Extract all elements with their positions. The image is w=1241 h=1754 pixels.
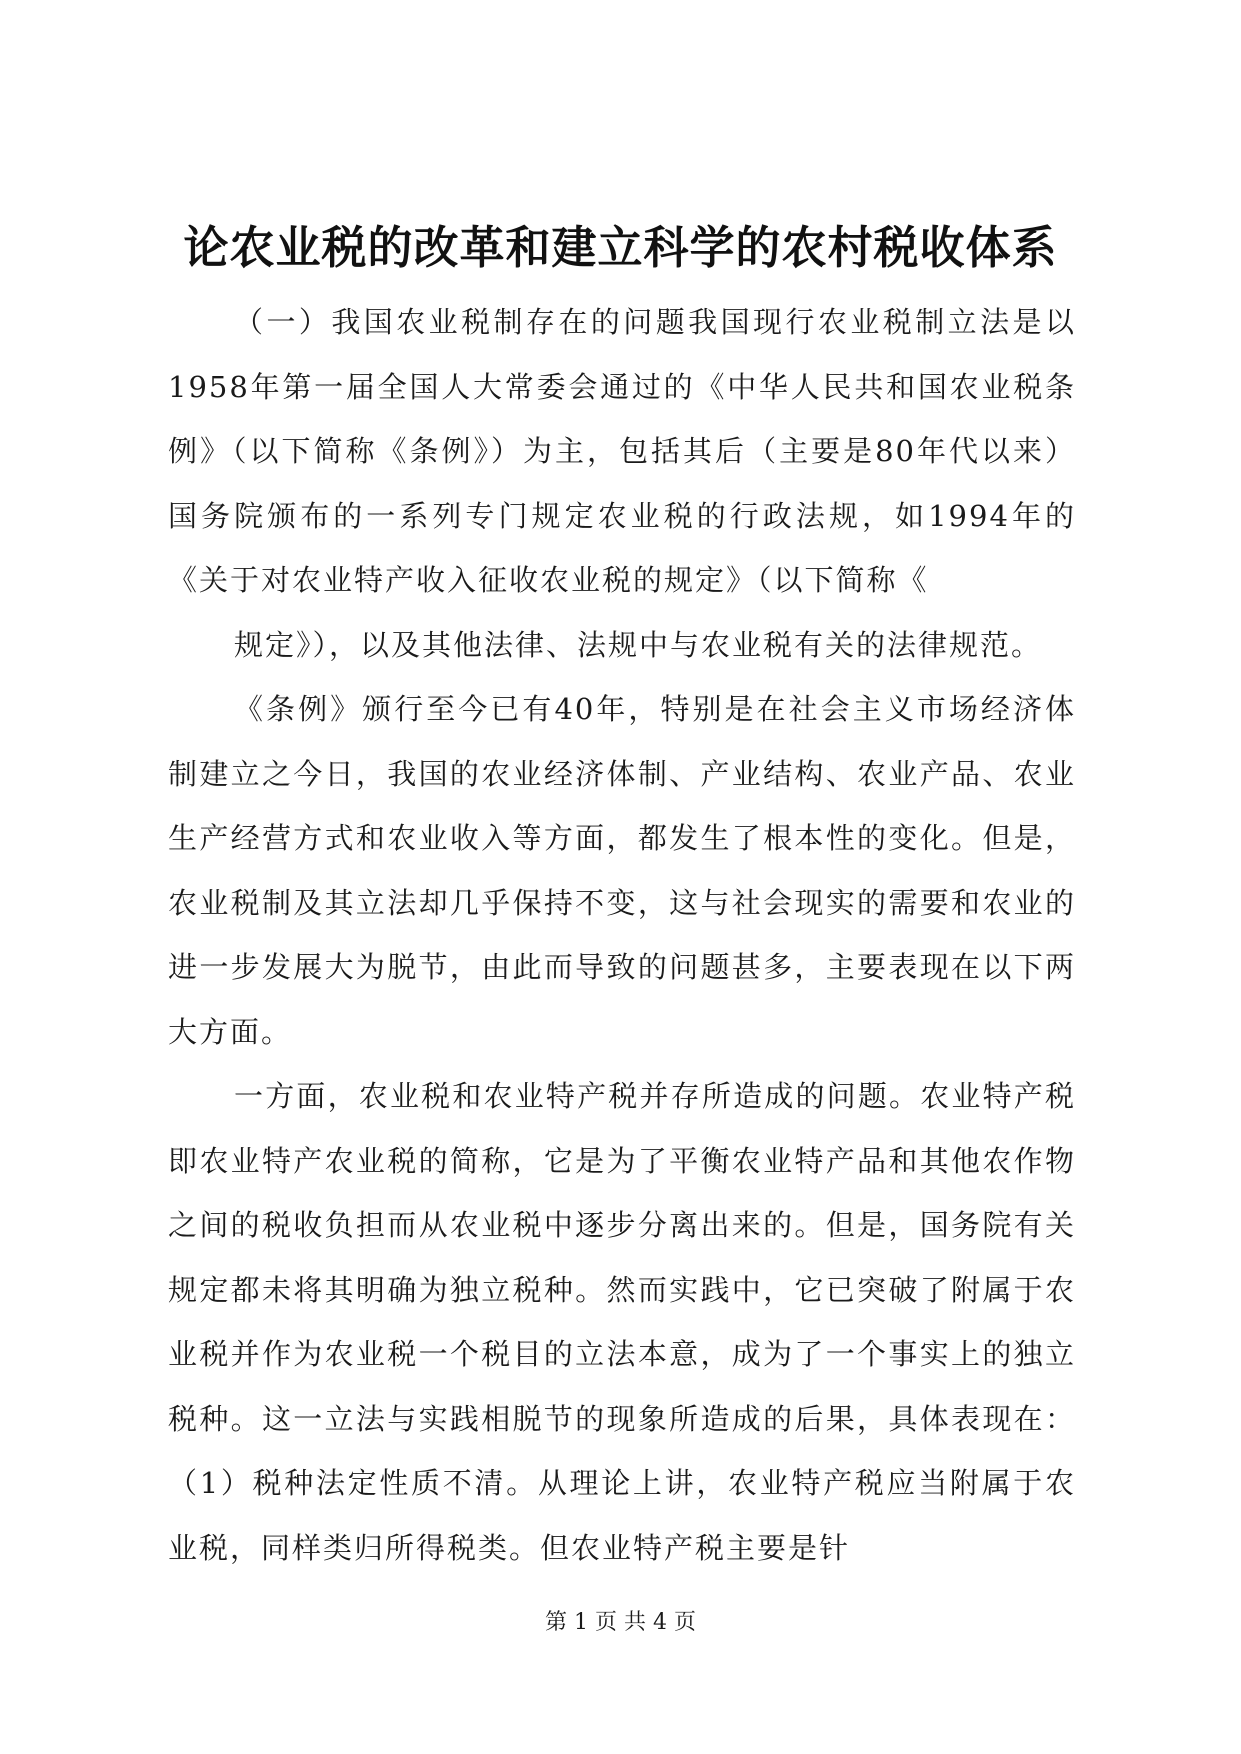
paragraph-3: 《条例》颁行至今已有40年，特别是在社会主义市场经济体制建立之今日，我国的农业经济体制、产业结构、农业产品、农业生产经营方式和农业收入等方面，都发生了根本性的变化。但是，农业税制及其立法却几乎保持不变，这与社会现实的需要和农业的进一步发展大为脱节，由此而导致的问题甚多，主要表现在以下两大方面。: [168, 692, 1076, 1049]
document-title: 论农业税的改革和建立科学的农村税收体系: [183, 221, 1058, 274]
page-number-footer: 第 1 页 共 4 页: [545, 1610, 696, 1635]
paragraph-1: （一）我国农业税制存在的问题我国现行农业税制立法是以1958年第一届全国人大常委会通过的《中华人民共和国农业税条例》（以下简称《条例》）为主，包括其后（主要是80年代以来）国务院颁布的一系列专门规定农业税的行政法规，如1994年的《关于对农业特产收入征收农业税的规定》（以下简称《: [168, 305, 1076, 597]
document-body: [168, 290, 1076, 1580]
paragraph-4: 一方面，农业税和农业特产税并存所造成的问题。农业特产税即农业特产农业税的简称，它是为了平衡农业特产品和其他农作物之间的税收负担而从农业税中逐步分离出来的。但是，国务院有关规定都未将其明确为独立税种。然而实践中，它已突破了附属于农业税并作为农业税一个税目的立法本意，成为了一个事实上的独立税种。这一立法与实践相脱节的现象所造成的后果，具体表现在：（1）税种法定性质不清。从理论上讲，农业特产税应当附属于农业税，同样类归所得税类。但农业特产税主要是针: [168, 1079, 1076, 1565]
paragraph-2: 规定》），以及其他法律、法规中与农业税有关的法律规范。: [234, 627, 1043, 662]
